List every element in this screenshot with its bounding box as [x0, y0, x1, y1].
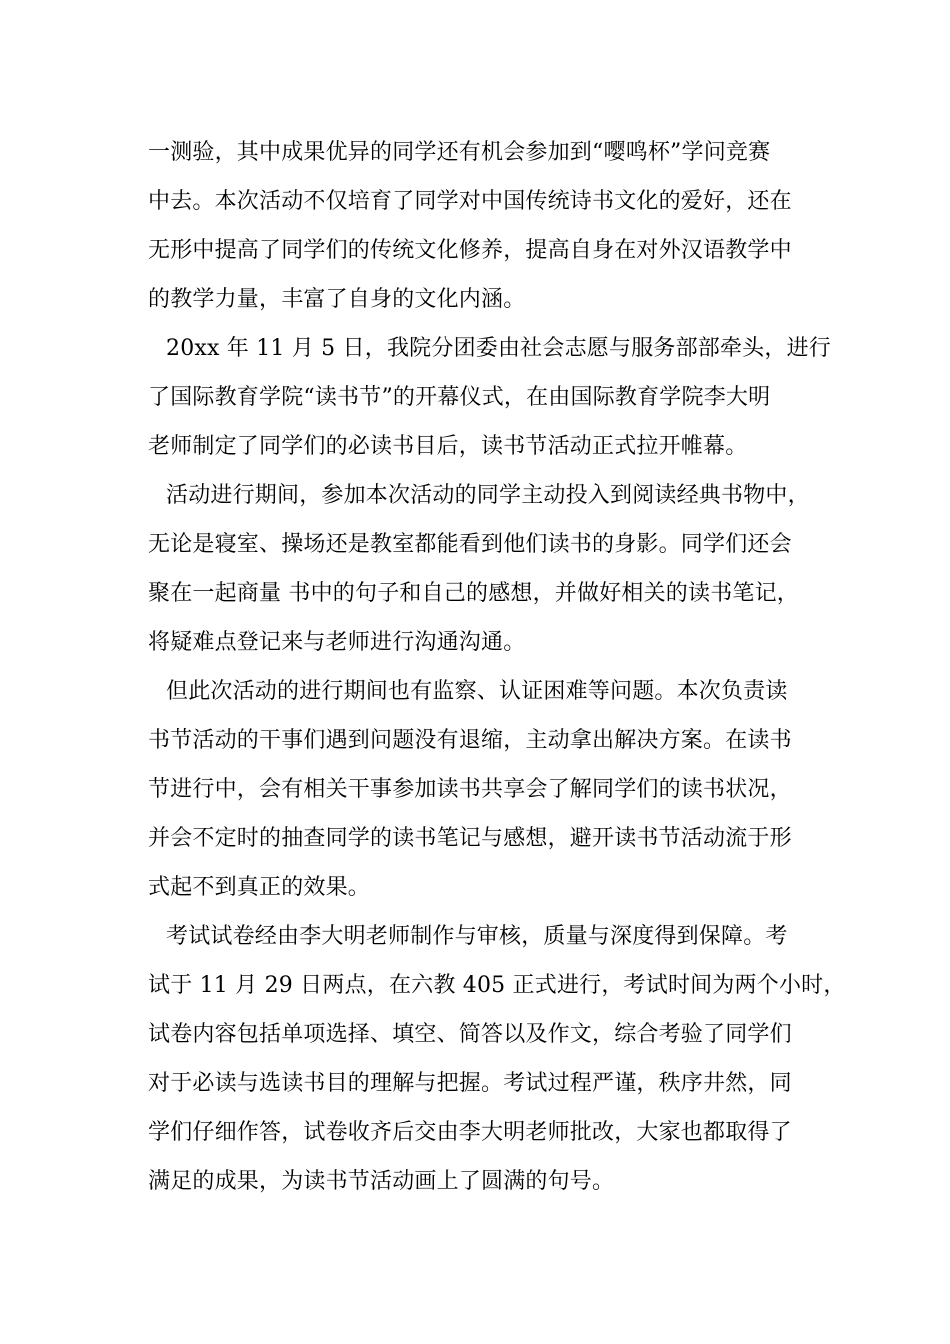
- paragraph-2-line-2: 了国际教育学院“读书节”的开幕仪式，在由国际教育学院李大明: [148, 385, 771, 410]
- paragraph-4-line-5: 式起不到真正的效果。: [148, 875, 371, 900]
- paragraph-4-line-3: 节进行中，会有相关干事参加读书共享会了解同学们的读书状况，: [148, 777, 792, 802]
- document-body: [148, 128, 846, 1206]
- paragraph-4-line-4: 并会不定时的抽查同学的读书笔记与感想，避开读书节活动流于形: [148, 826, 792, 851]
- paragraph-5-line-4: 对于必读与选读书目的理解与把握。考试过程严谨，秩序井然，同: [148, 1071, 792, 1096]
- paragraph-4-line-2: 书节活动的干事们遇到问题没有退缩，主动拿出解决方案。在读书: [148, 728, 792, 753]
- paragraph-2-line-1: 20xx 年 11 月 5 日，我院分团委由社会志愿与服务部部牵头，进行: [166, 336, 831, 361]
- paragraph-5-line-3: 试卷内容包括单项选择、填空、简答以及作文，综合考验了同学们: [148, 1022, 792, 1047]
- paragraph-5-line-2: 试于 11 月 29 日两点，在六教 405 正式进行，考试时间为两个小时，: [148, 973, 846, 998]
- paragraph-1-line-1: 一测验，其中成果优异的同学还有机会参加到“嘤鸣杯”学问竞赛: [148, 140, 771, 165]
- paragraph-1-line-3: 无形中提高了同学们的传统文化修养，提高自身在对外汉语教学中: [148, 238, 792, 263]
- paragraph-3-line-2: 无论是寝室、操场还是教室都能看到他们读书的身影。同学们还会: [148, 532, 792, 557]
- paragraph-3-line-4: 将疑难点登记来与老师进行沟通沟通。: [148, 630, 526, 655]
- paragraph-5-line-1: 考试试卷经由李大明老师制作与审核，质量与深度得到保障。考: [166, 924, 788, 949]
- paragraph-1-line-4: 的教学力量，丰富了自身的文化内涵。: [148, 287, 526, 312]
- paragraph-5-line-6: 满足的成果，为读书节活动画上了圆满的句号。: [148, 1169, 615, 1194]
- paragraph-3-line-3: 聚在一起商量 书中的句子和自己的感想，并做好相关的读书笔记，: [148, 581, 799, 606]
- paragraph-5-line-5: 学们仔细作答，试卷收齐后交由李大明老师批改，大家也都取得了: [148, 1120, 792, 1145]
- paragraph-1-line-2: 中去。本次活动不仅培育了同学对中国传统诗书文化的爱好，还在: [148, 189, 792, 214]
- paragraph-3-line-1: 活动进行期间，参加本次活动的同学主动投入到阅读经典书物中，: [166, 483, 810, 508]
- paragraph-4-line-1: 但此次活动的进行期间也有监察、认证困难等问题。本次负责读: [166, 679, 788, 704]
- paragraph-2-line-3: 老师制定了同学们的必读书目后，读书节活动正式拉开帷幕。: [148, 434, 748, 459]
